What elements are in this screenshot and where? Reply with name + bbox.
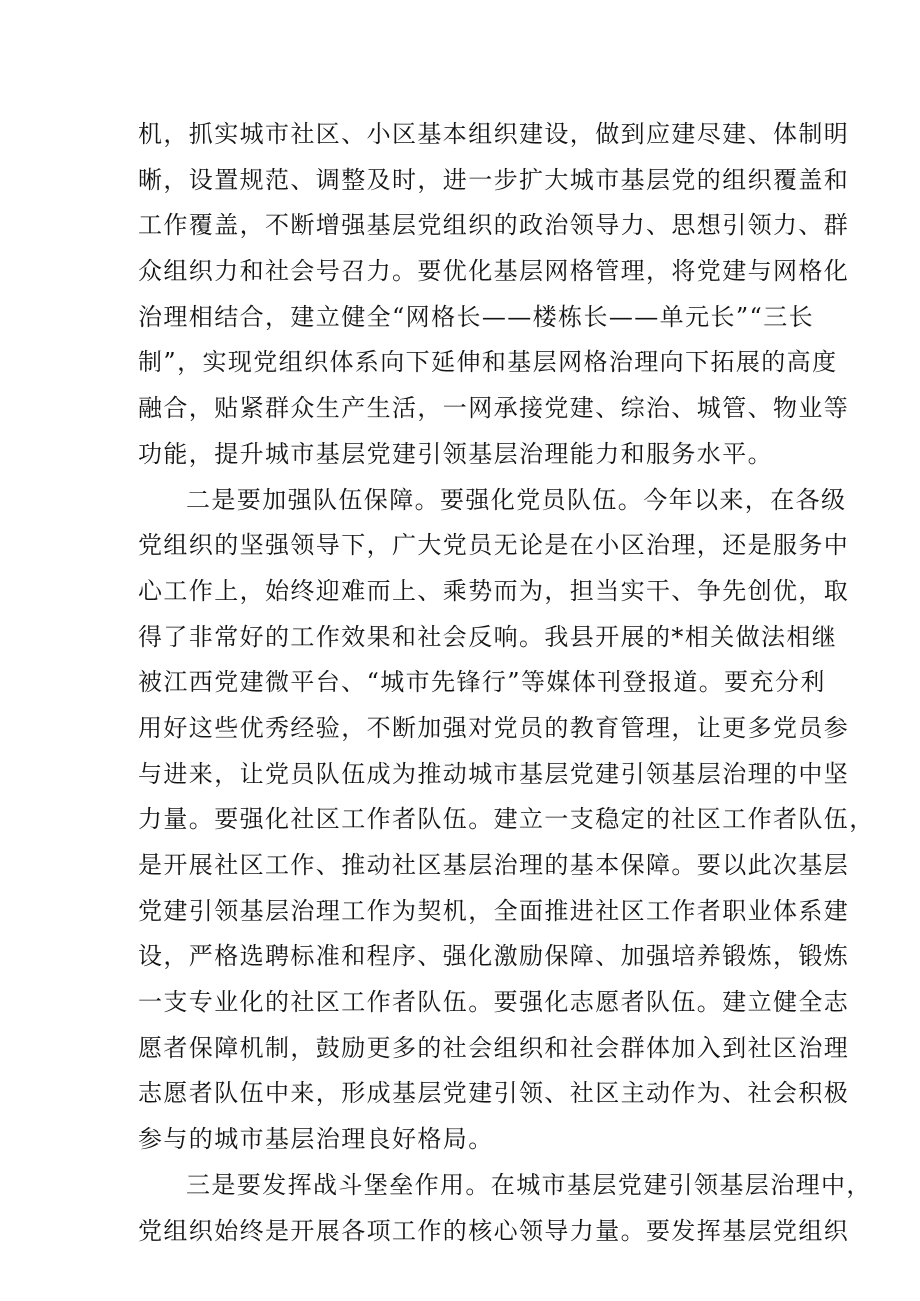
text-line: 一支专业化的社区工作者队伍。要强化志愿者队伍。建立健全志 (138, 988, 850, 1017)
text-line: 晰，设置规范、调整及时，进一步扩大城市基层党的组织覆盖和 (138, 165, 850, 194)
text-line: 力量。要强化社区工作者队伍。建立一支稳定的社区工作者队伍， (138, 805, 875, 834)
text-line: 二是要加强队伍保障。要强化党员队伍。今年以来，在各级 (186, 485, 847, 514)
text-line: 党建引领基层治理工作为契机，全面推进社区工作者职业体系建 (138, 896, 850, 925)
text-line: 众组织力和社会号召力。要优化基层网格管理，将党建与网格化 (138, 257, 850, 286)
text-line: 设，严格选聘标准和程序、强化激励保障、加强培养锻炼，锻炼 (138, 942, 850, 971)
text-line: 工作覆盖，不断增强基层党组织的政治领导力、思想引领力、群 (138, 211, 850, 240)
text-line: 用好这些优秀经验，不断加强对党员的教育管理，让更多党员参 (138, 713, 850, 742)
text-line: 党组织的坚强领导下，广大党员无论是在小区治理，还是服务中 (138, 531, 850, 560)
paragraph-1 (138, 112, 850, 478)
text-line: 与进来，让党员队伍成为推动城市基层党建引领基层治理的中坚 (138, 759, 850, 788)
text-line: 被江西党建微平台、“城市先锋行”等媒体刊登报道。要充分利 (138, 668, 826, 697)
text-line: 治理相结合，建立健全“网格长——楼栋长——单元长”“三长 (138, 302, 815, 331)
text-line: 融合，贴紧群众生产生活，一网承接党建、综治、城管、物业等 (138, 394, 850, 423)
text-line: 愿者保障机制，鼓励更多的社会组织和社会群体加入到社区治理 (138, 1033, 850, 1062)
text-line: 心工作上，始终迎难而上、乘势而为，担当实干、争先创优，取 (138, 576, 850, 605)
text-line: 机，抓实城市社区、小区基本组织建设，做到应建尽建、体制明 (138, 120, 850, 148)
document-body (138, 112, 875, 1254)
paragraph-2 (138, 478, 875, 1163)
text-line: 党组织始终是开展各项工作的核心领导力量。要发挥基层党组织 (138, 1216, 850, 1245)
text-line: 参与的城市基层治理良好格局。 (138, 1125, 494, 1154)
text-line: 是开展社区工作、推动社区基层治理的基本保障。要以此次基层 (138, 851, 850, 879)
text-line: 得了非常好的工作效果和社会反响。我县开展的*相关做法相继 (138, 622, 838, 651)
text-line: 志愿者队伍中来，形成基层党建引领、社区主动作为、社会积极 (138, 1079, 850, 1108)
text-line: 三是要发挥战斗堡垒作用。在城市基层党建引领基层治理中， (186, 1170, 872, 1199)
paragraph-3 (138, 1163, 872, 1254)
text-line: 制”，实现党组织体系向下延伸和基层网格治理向下拓展的高度 (138, 348, 838, 377)
text-line: 功能，提升城市基层党建引领基层治理能力和服务水平。 (138, 439, 773, 468)
